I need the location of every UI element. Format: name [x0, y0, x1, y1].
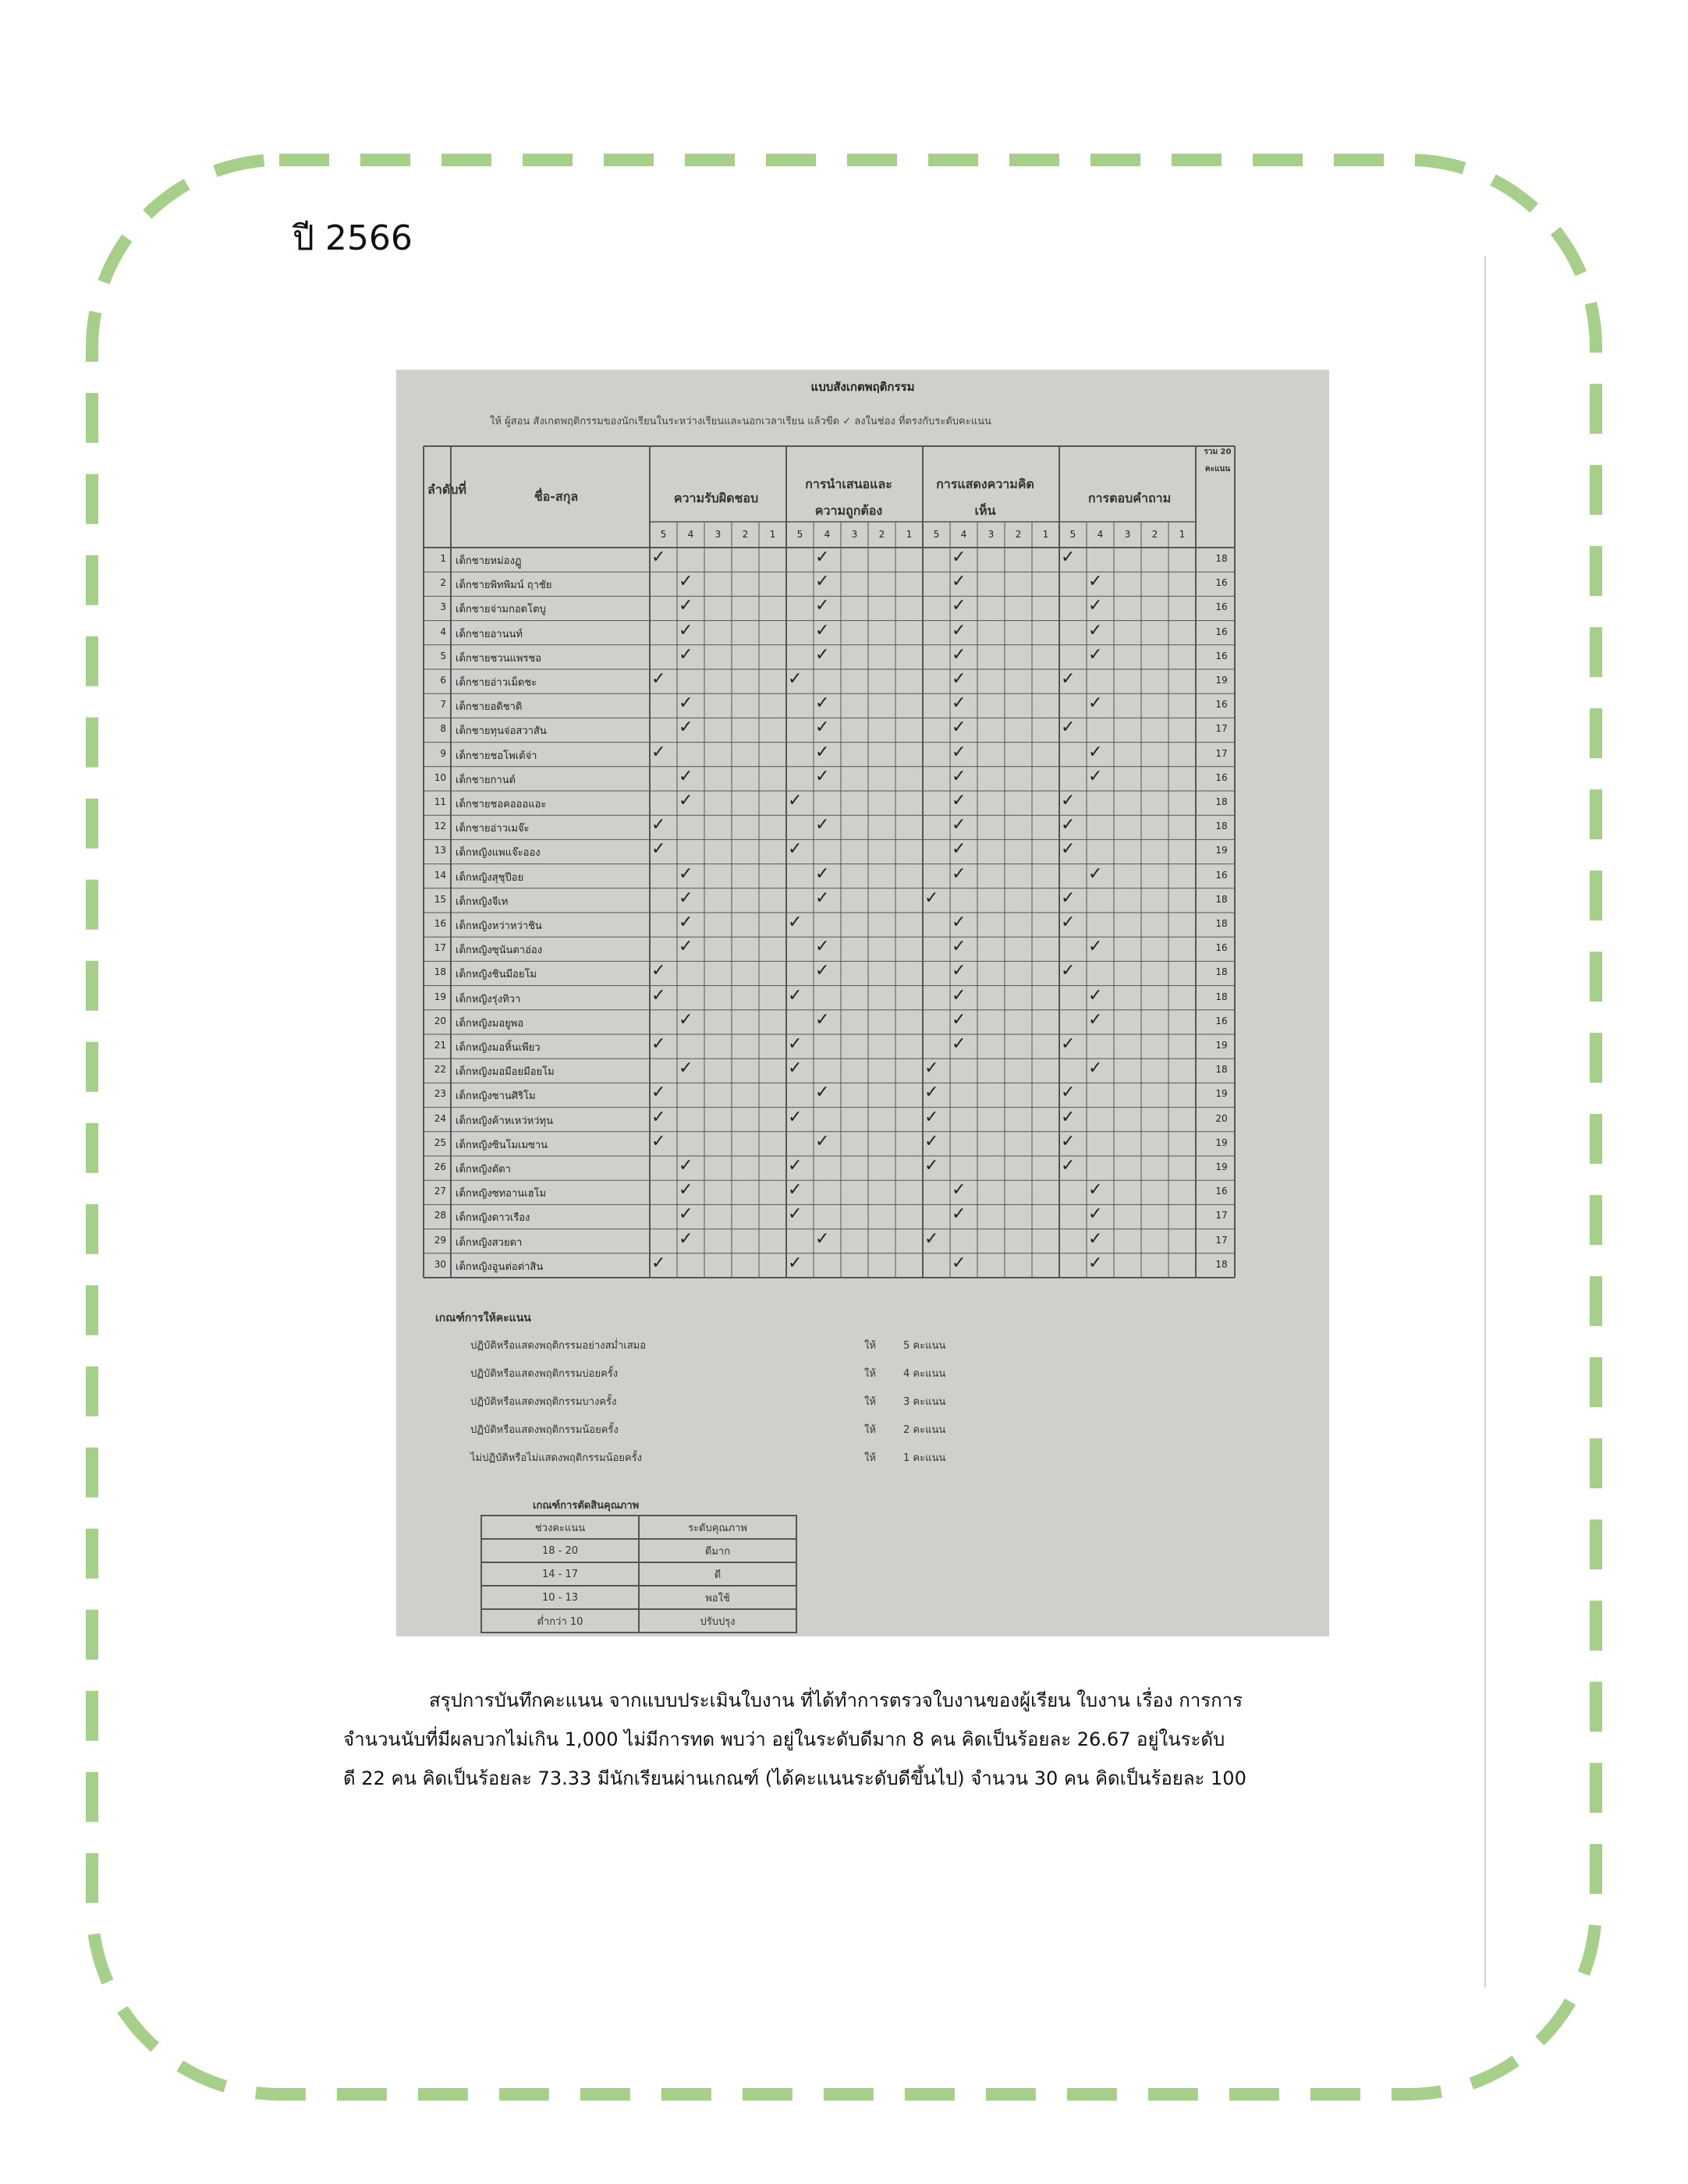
- check-mark: ✓: [952, 1034, 966, 1054]
- level-4-subheader: 4: [824, 529, 831, 540]
- student-total: 16: [1215, 771, 1228, 783]
- check-mark: ✓: [788, 913, 803, 932]
- check-mark: ✓: [924, 888, 939, 908]
- check-mark: ✓: [1088, 1253, 1103, 1273]
- check-mark: ✓: [924, 1107, 939, 1127]
- check-mark: ✓: [679, 620, 693, 640]
- criteria-text: ไม่ปฏิบัติหรือไม่แสดงพฤติกรรมน้อยครั้ง: [470, 1452, 642, 1464]
- check-mark: ✓: [952, 596, 966, 616]
- student-total: 18: [1215, 893, 1228, 905]
- check-mark: ✓: [651, 1131, 666, 1151]
- student-name: เด็กหญิงสวยดา: [456, 1236, 523, 1249]
- level-3-subheader: 3: [851, 529, 858, 540]
- check-mark: ✓: [1061, 548, 1076, 567]
- student-name: เด็กชายพิทพิมน์ ฤาชัย: [456, 580, 552, 592]
- level-3-subheader: 3: [715, 529, 722, 540]
- student-name: เด็กหญิงซทอานเฮโม: [456, 1188, 547, 1200]
- check-mark: ✓: [1061, 913, 1076, 932]
- student-name: เด็กชายจ่ามกอดโตบู: [456, 604, 546, 616]
- student-name: เด็กหญิงซุนันตาอ่อง: [456, 945, 543, 957]
- check-mark: ✓: [651, 742, 666, 762]
- quality-header-row: [481, 1516, 796, 1539]
- check-mark: ✓: [952, 815, 966, 835]
- student-name: เด็กหญิงมอหิ้นเพียว: [456, 1042, 541, 1054]
- summary-line: ดี 22 คน คิดเป็นร้อยละ 73.33 มีนักเรียนผ่านเกณฑ์ (ได้คะแนนระดับดีขึ้นไป) จำนวน 30 คน คิดเป็นร้อยละ 100: [343, 1767, 1246, 1789]
- check-mark: ✓: [815, 548, 830, 567]
- student-total: 17: [1215, 1210, 1228, 1221]
- student-total: 20: [1215, 1112, 1228, 1124]
- student-number: 18: [434, 966, 446, 978]
- student-number: 23: [434, 1088, 446, 1100]
- student-name: เด็กชายอ่าวเม็ดชะ: [456, 677, 537, 689]
- check-mark: ✓: [815, 937, 830, 957]
- sheet-title: แบบสังเกตพฤติกรรม: [810, 380, 915, 394]
- student-number: 27: [434, 1186, 446, 1197]
- check-mark: ✓: [1061, 718, 1076, 738]
- check-mark: ✓: [815, 961, 830, 981]
- student-total: 18: [1215, 966, 1228, 978]
- header-responsibility: ความรับผิดชอบ: [673, 491, 759, 505]
- check-mark: ✓: [924, 1131, 939, 1151]
- check-mark: ✓: [815, 815, 830, 835]
- student-total: 16: [1215, 577, 1228, 589]
- level-5-subheader: 5: [933, 529, 940, 540]
- student-name: เด็กชายกานต์: [456, 774, 516, 786]
- margin-line: [1484, 256, 1486, 1987]
- student-number: 26: [434, 1161, 446, 1172]
- level-4-subheader: 4: [687, 529, 694, 540]
- summary-line: จำนวนนับที่มีผลบวกไม่เกิน 1,000 ไม่มีการทด พบว่า อยู่ในระดับดีมาก 8 คน คิดเป็นร้อยละ 26.67 อยู่ในระดับ: [343, 1728, 1225, 1750]
- student-name: เด็กหญิงดาวเรือง: [456, 1212, 530, 1225]
- student-total: 16: [1215, 601, 1228, 613]
- level-2-subheader: 2: [1015, 529, 1022, 540]
- student-name: เด็กชายชอคอออแอะ: [456, 799, 547, 810]
- check-mark: ✓: [788, 839, 803, 860]
- check-mark: ✓: [952, 766, 966, 786]
- check-mark: ✓: [1088, 742, 1103, 762]
- check-mark: ✓: [651, 985, 666, 1005]
- check-mark: ✓: [679, 863, 693, 884]
- check-mark: ✓: [679, 1228, 693, 1249]
- criteria-text: ปฏิบัติหรือแสดงพฤติกรรมบางครั้ง: [470, 1396, 617, 1408]
- worksheet-photo: [396, 370, 1329, 1636]
- check-mark: ✓: [788, 985, 803, 1005]
- criteria-give: ให้: [864, 1452, 876, 1464]
- check-mark: ✓: [952, 572, 966, 592]
- student-name: เด็กหญิงหว่าหว่าชิน: [456, 920, 542, 932]
- check-mark: ✓: [1088, 644, 1103, 665]
- level-5-subheader: 5: [660, 529, 667, 540]
- check-mark: ✓: [1061, 1156, 1076, 1175]
- quality-range: 10 - 13: [481, 1586, 639, 1609]
- check-mark: ✓: [1088, 766, 1103, 786]
- student-name: เด็กหญิงค้าหเหว่หว่ทุน: [456, 1115, 553, 1127]
- check-mark: ✓: [788, 1253, 803, 1273]
- check-mark: ✓: [815, 742, 830, 762]
- student-number: 20: [434, 1015, 446, 1026]
- criteria-points: 2 คะแนน: [903, 1424, 946, 1436]
- header-total: รวม 20 คะแนน: [1204, 448, 1232, 473]
- criteria-give: ให้: [864, 1396, 876, 1408]
- student-total: 19: [1215, 675, 1228, 686]
- check-mark: ✓: [651, 1083, 666, 1103]
- check-mark: ✓: [651, 1107, 666, 1127]
- student-number: 28: [434, 1210, 446, 1221]
- quality-row: [481, 1539, 796, 1562]
- check-mark: ✓: [679, 937, 693, 957]
- student-total: 17: [1215, 747, 1228, 759]
- student-number: 19: [434, 991, 446, 1002]
- student-name: เด็กหญิงจีเท: [456, 895, 509, 908]
- level-3-subheader: 3: [988, 529, 995, 540]
- level-5-subheader: 5: [1069, 529, 1076, 540]
- check-mark: ✓: [924, 1156, 939, 1175]
- student-total: 18: [1215, 821, 1228, 832]
- check-mark: ✓: [1061, 1083, 1076, 1103]
- check-mark: ✓: [815, 693, 830, 714]
- student-name: เด็กหญิงรุ่งทิวา: [456, 993, 521, 1005]
- check-mark: ✓: [952, 1253, 966, 1273]
- level-4-subheader: 4: [960, 529, 967, 540]
- student-total: 17: [1215, 723, 1228, 735]
- student-number: 17: [434, 942, 446, 954]
- student-number: 9: [440, 747, 446, 759]
- check-mark: ✓: [924, 1228, 939, 1249]
- student-number: 25: [434, 1136, 446, 1148]
- check-mark: ✓: [679, 644, 693, 665]
- level-5-subheader: 5: [796, 529, 803, 540]
- check-mark: ✓: [924, 1083, 939, 1103]
- check-mark: ✓: [651, 1253, 666, 1273]
- student-number: 22: [434, 1064, 446, 1076]
- level-3-subheader: 3: [1124, 529, 1131, 540]
- quality-table: [481, 1515, 797, 1633]
- sheet-instruction: ให้ ผู้สอน สังเกตพฤติกรรมของนักเรียนในระหว่างเรียนและนอกเวลาเรียน แล้วขีด ✓ ลงในช่อง ที่ตรงกับระดับคะแนน: [490, 416, 991, 427]
- summary-paragraph: [343, 1681, 1381, 1798]
- check-mark: ✓: [952, 937, 966, 957]
- check-mark: ✓: [1061, 1107, 1076, 1127]
- student-name: เด็กหญิงตัดา: [456, 1164, 511, 1175]
- student-total: 16: [1215, 869, 1228, 881]
- student-name: เด็กหญิงแพแจ๊ะออง: [456, 847, 541, 860]
- check-mark: ✓: [815, 1083, 830, 1103]
- check-mark: ✓: [651, 669, 666, 689]
- quality-row: [481, 1609, 796, 1633]
- check-mark: ✓: [679, 1204, 693, 1225]
- student-name: เด็กหญิงมอยูพอ: [456, 1017, 524, 1030]
- student-total: 18: [1215, 553, 1228, 564]
- criteria-give: ให้: [864, 1424, 876, 1436]
- student-total: 19: [1215, 1136, 1228, 1148]
- student-name: เด็กหญิงสุชุปีอย: [456, 871, 524, 884]
- check-mark: ✓: [1061, 669, 1076, 689]
- check-mark: ✓: [679, 572, 693, 592]
- student-name: เด็กชายทุนจ่อสวาสัน: [456, 725, 547, 738]
- check-mark: ✓: [815, 888, 830, 908]
- check-mark: ✓: [1061, 1131, 1076, 1151]
- student-name: เด็กชายชอโพเต้จ่า: [456, 750, 537, 762]
- check-mark: ✓: [679, 913, 693, 932]
- student-name: เด็กหญิงซานศิริโม: [456, 1090, 536, 1103]
- level-1-subheader: 1: [769, 529, 776, 540]
- check-mark: ✓: [679, 1009, 693, 1030]
- check-mark: ✓: [815, 620, 830, 640]
- score-grid-lines: [396, 370, 1329, 1636]
- student-number: 24: [434, 1112, 446, 1124]
- student-total: 16: [1215, 1015, 1228, 1026]
- behavior-observation-sheet: [396, 370, 1329, 1636]
- check-mark: ✓: [651, 961, 666, 981]
- check-mark: ✓: [952, 693, 966, 714]
- student-total: 18: [1215, 1258, 1228, 1270]
- check-mark: ✓: [952, 1204, 966, 1225]
- criteria-title: เกณฑ์การให้คะแนน: [435, 1312, 531, 1324]
- student-name: เด็กชายหม่องฏู: [456, 555, 522, 567]
- student-number: 6: [440, 675, 446, 686]
- student-total: 19: [1215, 845, 1228, 856]
- check-mark: ✓: [1088, 1058, 1103, 1079]
- check-mark: ✓: [815, 1009, 830, 1030]
- criteria-text: ปฏิบัติหรือแสดงพฤติกรรมน้อยครั้ง: [470, 1424, 619, 1436]
- check-mark: ✓: [952, 791, 966, 810]
- check-mark: ✓: [651, 815, 666, 835]
- quality-header-range: ช่วงคะแนน: [481, 1516, 639, 1539]
- level-2-subheader: 2: [742, 529, 749, 540]
- check-mark: ✓: [679, 1180, 693, 1200]
- check-mark: ✓: [679, 596, 693, 616]
- header-name: ชื่อ-สกุล: [534, 489, 579, 504]
- quality-level: ดี: [639, 1562, 796, 1586]
- quality-row: [481, 1562, 796, 1586]
- criteria-points: 1 คะแนน: [903, 1452, 946, 1464]
- check-mark: ✓: [679, 718, 693, 738]
- quality-level: ปรับปรุง: [639, 1609, 796, 1633]
- check-mark: ✓: [651, 839, 666, 860]
- check-mark: ✓: [1088, 863, 1103, 884]
- student-total: 18: [1215, 991, 1228, 1002]
- criteria-text: ปฏิบัติหรือแสดงพฤติกรรมบ่อยครั้ง: [470, 1368, 619, 1380]
- student-name: เด็กชายอ่าวเมจ๊ะ: [456, 823, 530, 835]
- check-mark: ✓: [952, 718, 966, 738]
- check-mark: ✓: [788, 1204, 803, 1225]
- check-mark: ✓: [815, 644, 830, 665]
- check-mark: ✓: [1088, 1009, 1103, 1030]
- student-total: 18: [1215, 1064, 1228, 1076]
- quality-range: ต่ำกว่า 10: [481, 1609, 639, 1633]
- student-total: 19: [1215, 1088, 1228, 1100]
- check-mark: ✓: [651, 1034, 666, 1054]
- check-mark: ✓: [788, 1107, 803, 1127]
- check-mark: ✓: [679, 693, 693, 714]
- check-mark: ✓: [952, 669, 966, 689]
- student-total: 17: [1215, 1234, 1228, 1246]
- student-number: 16: [434, 918, 446, 929]
- student-name: เด็กชายอานนท์: [456, 628, 523, 640]
- check-mark: ✓: [815, 572, 830, 592]
- check-mark: ✓: [788, 1034, 803, 1054]
- check-mark: ✓: [1088, 596, 1103, 616]
- student-total: 18: [1215, 796, 1228, 807]
- check-mark: ✓: [952, 548, 966, 567]
- level-1-subheader: 1: [1179, 529, 1186, 540]
- check-mark: ✓: [815, 1228, 830, 1249]
- quality-level: ดีมาก: [639, 1539, 796, 1562]
- student-number: 14: [434, 869, 446, 881]
- check-mark: ✓: [788, 1180, 803, 1200]
- check-mark: ✓: [679, 1058, 693, 1079]
- level-2-subheader: 2: [1151, 529, 1158, 540]
- student-number: 12: [434, 821, 446, 832]
- check-mark: ✓: [815, 718, 830, 738]
- student-total: 16: [1215, 626, 1228, 637]
- student-number: 11: [434, 796, 446, 807]
- criteria-points: 5 คะแนน: [903, 1340, 946, 1352]
- level-1-subheader: 1: [1042, 529, 1049, 540]
- header-presentation: การนำเสนอและความถูกต้อง: [805, 477, 892, 518]
- student-total: 16: [1215, 1186, 1228, 1197]
- check-mark: ✓: [1061, 791, 1076, 810]
- quality-row: [481, 1586, 796, 1609]
- check-mark: ✓: [788, 791, 803, 810]
- check-mark: ✓: [815, 1131, 830, 1151]
- student-name: เด็กชายอดิชาติ: [456, 701, 523, 714]
- student-name: เด็กหญิงอูนต่อต่าสิน: [456, 1260, 544, 1273]
- criteria-give: ให้: [864, 1368, 876, 1380]
- check-mark: ✓: [952, 863, 966, 884]
- quality-title: เกณฑ์การตัดสินคุณภาพ: [533, 1500, 640, 1512]
- check-mark: ✓: [1061, 839, 1076, 860]
- check-mark: ✓: [815, 596, 830, 616]
- student-number: 8: [440, 723, 446, 735]
- check-mark: ✓: [952, 985, 966, 1005]
- check-mark: ✓: [1088, 937, 1103, 957]
- check-mark: ✓: [952, 1009, 966, 1030]
- student-number: 30: [434, 1258, 446, 1270]
- level-4-subheader: 4: [1097, 529, 1104, 540]
- check-mark: ✓: [651, 548, 666, 567]
- check-mark: ✓: [1061, 1034, 1076, 1054]
- check-mark: ✓: [1088, 693, 1103, 714]
- check-mark: ✓: [1061, 961, 1076, 981]
- check-mark: ✓: [924, 1058, 939, 1079]
- year-heading: ปี 2566: [293, 218, 413, 258]
- student-number: 10: [434, 771, 446, 783]
- header-answer: การตอบคำถาม: [1087, 491, 1172, 505]
- student-name: เด็กหญิงชินมีอยโม: [456, 969, 537, 981]
- check-mark: ✓: [788, 669, 803, 689]
- student-total: 16: [1215, 942, 1228, 954]
- student-number: 21: [434, 1040, 446, 1051]
- student-total: 16: [1215, 650, 1228, 661]
- check-mark: ✓: [1088, 985, 1103, 1005]
- level-1-subheader: 1: [906, 529, 913, 540]
- quality-level: พอใช้: [639, 1586, 796, 1609]
- student-total: 19: [1215, 1161, 1228, 1172]
- check-mark: ✓: [1088, 1228, 1103, 1249]
- check-mark: ✓: [952, 620, 966, 640]
- quality-range: 18 - 20: [481, 1539, 639, 1562]
- check-mark: ✓: [679, 888, 693, 908]
- check-mark: ✓: [1088, 1204, 1103, 1225]
- check-mark: ✓: [788, 1058, 803, 1079]
- check-mark: ✓: [815, 863, 830, 884]
- student-name: เด็กหญิงมอมีอยมีอยโม: [456, 1066, 555, 1079]
- check-mark: ✓: [952, 961, 966, 981]
- criteria-give: ให้: [864, 1340, 876, 1352]
- student-number: 2: [440, 577, 446, 589]
- student-name: เด็กหญิงซินโมเมซาน: [456, 1139, 548, 1151]
- check-mark: ✓: [815, 766, 830, 786]
- check-mark: ✓: [679, 791, 693, 810]
- check-mark: ✓: [788, 1156, 803, 1175]
- student-name: เด็กชายชวนแพรชอ: [456, 652, 542, 665]
- check-mark: ✓: [1088, 572, 1103, 592]
- check-mark: ✓: [952, 742, 966, 762]
- check-mark: ✓: [952, 1180, 966, 1200]
- check-mark: ✓: [952, 839, 966, 860]
- criteria-points: 3 คะแนน: [903, 1396, 946, 1408]
- check-mark: ✓: [1088, 620, 1103, 640]
- summary-line: สรุปการบันทึกคะแนน จากแบบประเมินใบงาน ที่ได้ทำการตรวจใบงานของผู้เรียน ใบงาน เรื่อง การการ: [429, 1689, 1243, 1711]
- student-total: 19: [1215, 1040, 1228, 1051]
- quality-header-level: ระดับคุณภาพ: [639, 1516, 796, 1539]
- student-number: 7: [440, 699, 446, 711]
- check-mark: ✓: [1061, 888, 1076, 908]
- header-opinion: การแสดงความคิดเห็น: [936, 477, 1034, 518]
- level-2-subheader: 2: [878, 529, 885, 540]
- criteria-points: 4 คะแนน: [903, 1368, 946, 1380]
- student-number: 4: [440, 626, 446, 637]
- criteria-text: ปฏิบัติหรือแสดงพฤติกรรมอย่างสม่ำเสมอ: [470, 1340, 647, 1352]
- student-number: 15: [434, 893, 446, 905]
- check-mark: ✓: [952, 913, 966, 932]
- quality-range: 14 - 17: [481, 1562, 639, 1586]
- check-mark: ✓: [679, 1156, 693, 1175]
- header-no: ลำดับที่: [427, 482, 466, 497]
- student-number: 1: [440, 553, 446, 564]
- check-mark: ✓: [1061, 815, 1076, 835]
- check-mark: ✓: [679, 766, 693, 786]
- student-total: 18: [1215, 918, 1228, 929]
- check-mark: ✓: [952, 644, 966, 665]
- student-number: 5: [440, 650, 446, 661]
- student-number: 3: [440, 601, 446, 613]
- student-total: 16: [1215, 699, 1228, 711]
- student-number: 13: [434, 845, 446, 856]
- check-mark: ✓: [1088, 1180, 1103, 1200]
- student-number: 29: [434, 1234, 446, 1246]
